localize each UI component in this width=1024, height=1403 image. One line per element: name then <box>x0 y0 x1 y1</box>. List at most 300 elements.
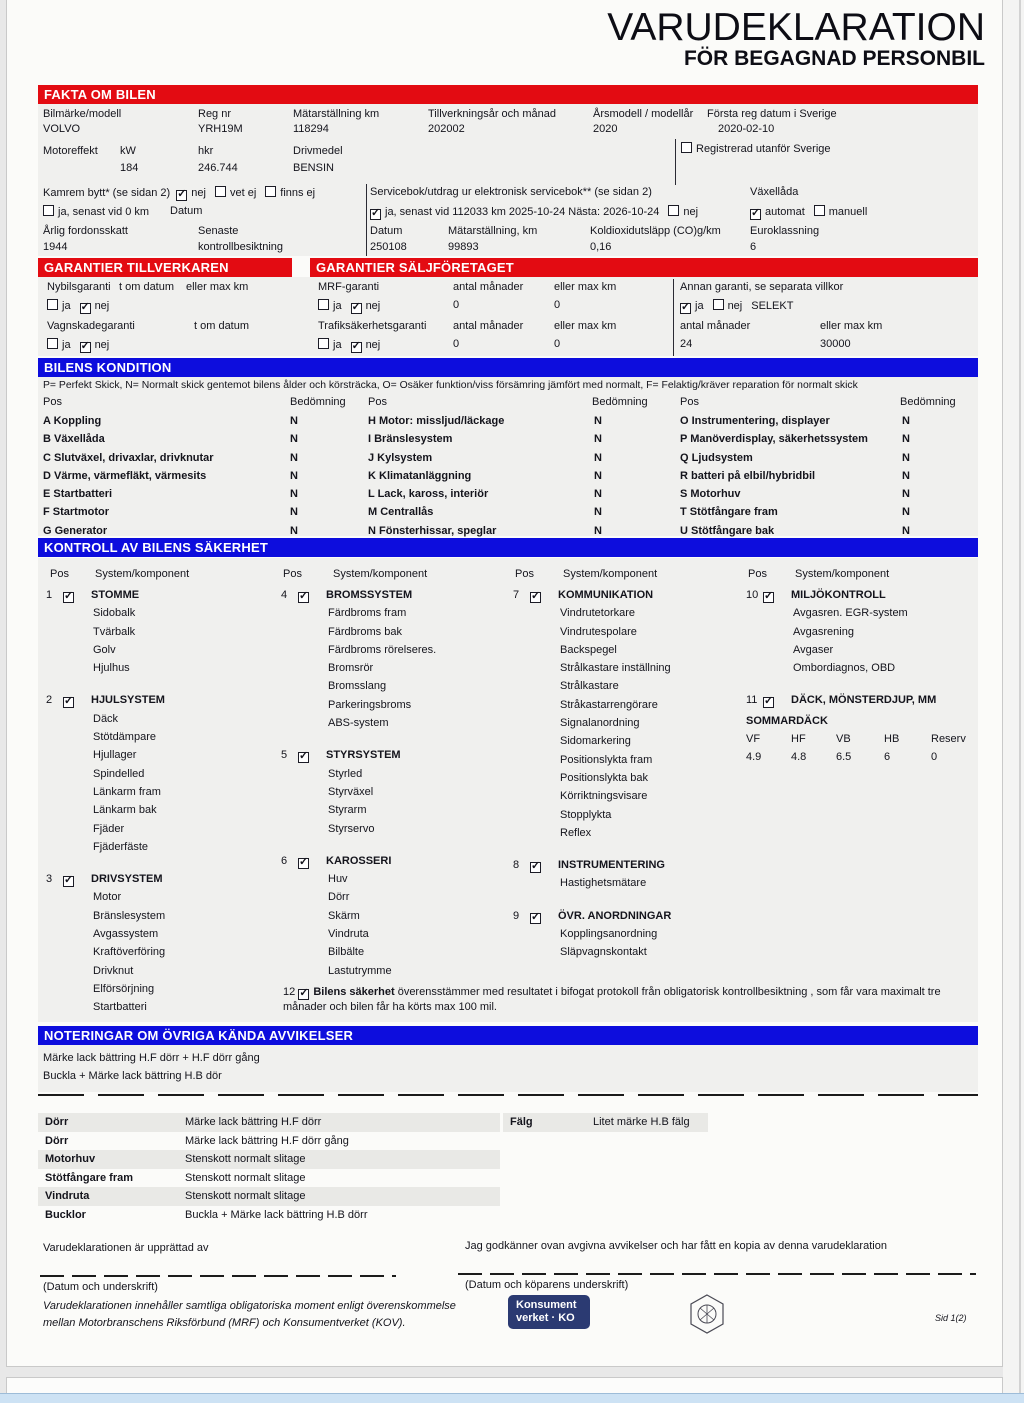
tyre-depth-value: 6 <box>884 751 891 764</box>
tyre-pos-header: VB <box>836 733 851 746</box>
safety-group <box>46 586 281 677</box>
checkbox-checked[interactable]: ✓ <box>531 910 541 923</box>
buyer-approval-label: Jag godkänner ovan avgivna avvikelser och har fått en kopia av denna varudeklaration <box>465 1240 887 1252</box>
defect-description: Stenskott normalt slitage <box>185 1171 306 1184</box>
co2-value: 0,16 <box>590 241 612 253</box>
safety-group-number: 12 <box>283 986 296 998</box>
safety-group <box>46 870 281 1016</box>
column-header: Bedömning <box>592 396 648 408</box>
field-label: t om datum <box>194 320 250 332</box>
checkbox-unchecked[interactable] <box>47 299 58 310</box>
safety-group-title: KOMMUNIKATION <box>558 589 654 601</box>
condition-label: S Motorhuv <box>680 488 741 501</box>
buyer-signature-line[interactable] <box>458 1273 976 1275</box>
tyre-type-label: SOMMARDÄCK <box>746 714 828 727</box>
separator-dashed-line <box>38 1094 978 1096</box>
section-header-noteringar: NOTERINGAR OM ÖVRIGA KÄNDA AVVIKELSER <box>38 1026 978 1045</box>
document-title: VARUDEKLARATION <box>607 6 985 49</box>
column-header: System/komponent <box>563 568 658 580</box>
safety-item: Golv <box>93 643 116 656</box>
checkbox-label: ja <box>62 339 71 351</box>
modelyear-value: 2020 <box>593 123 618 135</box>
mrf-months-value: 0 <box>453 299 460 311</box>
safety-item: ABS-system <box>328 717 389 730</box>
field-label: Mätarställning km <box>293 108 380 120</box>
condition-grade: N <box>902 415 910 427</box>
traffic-months-value: 0 <box>453 338 460 350</box>
safety-item: Spindelled <box>93 767 145 780</box>
column-header: System/komponent <box>95 568 190 580</box>
column-header: System/komponent <box>333 568 428 580</box>
condition-grade: N <box>594 524 602 537</box>
euro-class-value: 6 <box>750 241 757 253</box>
safety-item: Styrarm <box>328 804 367 817</box>
condition-label: A Koppling <box>43 415 102 427</box>
condition-grade: N <box>290 524 298 537</box>
safety-item: Vindrutespolare <box>560 625 637 638</box>
tax-value: 1944 <box>43 241 68 253</box>
checkbox-checked[interactable]: ✓ <box>531 860 541 873</box>
checkbox-label: ja <box>333 300 342 312</box>
field-label: Koldioxidutsläpp (CO)g/km <box>590 225 721 237</box>
safety-item: Styrled <box>328 767 363 780</box>
field-label: Vagnskadegaranti <box>47 320 135 332</box>
safety-item: Reflex <box>560 826 592 839</box>
column-header: Pos <box>515 568 534 580</box>
safety-item: Motor <box>93 891 122 904</box>
checkbox-unchecked[interactable] <box>47 338 58 349</box>
condition-label: G Generator <box>43 524 108 537</box>
signature-caption: (Datum och köparens underskrift) <box>465 1279 629 1291</box>
safety-group-title: STYRSYSTEM <box>326 749 401 762</box>
mrf-warranty-options <box>318 299 389 314</box>
traffic-maxkm-value: 0 <box>554 338 561 350</box>
tyre-pos-header: Reserv <box>931 733 966 746</box>
safety-group-title: HJULSYSTEM <box>91 694 165 707</box>
checkbox-label: ja <box>695 300 704 312</box>
kw-value: 184 <box>120 162 139 174</box>
deviation-notes <box>43 1049 260 1086</box>
checkbox-unchecked[interactable] <box>215 186 226 197</box>
safety-item: Fjäder <box>93 822 125 835</box>
condition-row <box>43 449 363 467</box>
safety-group <box>513 907 748 962</box>
firstreg-value: 2020-02-10 <box>718 123 775 135</box>
condition-row <box>680 412 975 430</box>
field-label: antal månader <box>680 320 751 332</box>
condition-row <box>680 449 975 467</box>
safety-group <box>281 746 516 837</box>
checkbox-checked[interactable]: ✓ <box>764 695 774 708</box>
column-header: System/komponent <box>795 568 890 580</box>
other-warranty-options <box>680 299 802 314</box>
field-label: Mätarställning, km <box>448 225 538 237</box>
safety-group-number: 5 <box>281 749 288 762</box>
checkbox-label: nej <box>94 339 110 351</box>
field-label: Första reg datum i Sverige <box>707 108 837 120</box>
defect-area: Dörr <box>45 1134 69 1147</box>
table-row <box>38 1206 500 1225</box>
defect-area: Fälg <box>510 1116 533 1128</box>
field-label: Euroklassning <box>750 225 820 237</box>
checkbox-checked[interactable]: ✓ <box>681 301 691 313</box>
defect-description: Märke lack bättring H.F dörr <box>185 1116 322 1128</box>
safety-item: Dörr <box>328 891 350 904</box>
safety-item: Körriktningsvisare <box>560 790 648 803</box>
safety-group-title: KAROSSERI <box>326 854 392 867</box>
safety-item: Länkarm bak <box>93 804 157 817</box>
seller-signature-line[interactable] <box>40 1275 396 1277</box>
condition-grade: N <box>594 451 602 464</box>
table-row <box>38 1169 500 1188</box>
table-row <box>38 1187 500 1206</box>
defect-table-left <box>38 1113 500 1224</box>
condition-row <box>43 430 363 448</box>
condition-grade: N <box>902 506 910 519</box>
condition-label: Q Ljudsystem <box>680 451 753 464</box>
condition-grade: N <box>902 524 910 537</box>
divider <box>675 139 676 185</box>
mrf-emblem-icon <box>686 1293 728 1335</box>
condition-label: B Växellåda <box>43 433 105 446</box>
column-header: Pos <box>283 568 302 580</box>
checkbox-checked[interactable]: ✓ <box>64 695 74 708</box>
checkbox-unchecked[interactable] <box>681 142 692 153</box>
registered-abroad-option <box>681 142 840 155</box>
tyre-pos-header: HB <box>884 733 900 746</box>
condition-row <box>368 449 668 467</box>
divider <box>366 184 367 256</box>
condition-row <box>368 430 668 448</box>
condition-grade: N <box>902 433 910 446</box>
field-label: eller max km <box>554 320 617 332</box>
mrf-maxkm-value: 0 <box>554 299 561 311</box>
checkbox-label: ja, senast vid 0 km <box>58 206 150 218</box>
inspection-date-value: 250108 <box>370 241 407 253</box>
table-row <box>38 1113 500 1132</box>
column-header: Bedömning <box>900 396 956 408</box>
checkbox-checked[interactable]: ✓ <box>371 207 381 219</box>
condition-label: E Startbatteri <box>43 488 113 501</box>
defect-area: Vindruta <box>45 1190 90 1202</box>
field-label: MRF-garanti <box>318 281 380 293</box>
checkbox-label: nej <box>365 339 381 351</box>
checkbox-checked[interactable]: ✓ <box>351 340 361 352</box>
safety-item: Vindrutetorkare <box>560 607 636 620</box>
condition-row <box>368 467 668 485</box>
odometer-value: 118294 <box>293 123 329 135</box>
safety-group-number: 7 <box>513 589 520 601</box>
safety-item: Stopplykta <box>560 808 612 821</box>
safety-item: Elförsörjning <box>93 982 155 995</box>
safety-item: Avgasrening <box>793 625 854 638</box>
checkbox-checked[interactable]: ✓ <box>64 590 74 602</box>
safety-item: Avgasren. EGR-system <box>793 607 908 620</box>
checkbox-checked[interactable]: ✓ <box>299 987 309 999</box>
checkbox-checked[interactable]: ✓ <box>299 750 309 763</box>
checkbox-label: ja <box>62 300 71 312</box>
condition-column-1 <box>43 412 363 540</box>
condition-label: L Lack, kaross, interiör <box>368 488 489 501</box>
checkbox-checked[interactable]: ✓ <box>299 590 309 602</box>
condition-grade: N <box>290 506 298 519</box>
field-label: Bilmärke/modell <box>43 108 122 120</box>
safety-item: Positionslykta fram <box>560 753 653 766</box>
field-label: Nybilsgaranti <box>47 281 111 293</box>
condition-row <box>680 485 975 503</box>
defect-description: Buckla + Märke lack bättring H.B dörr <box>185 1208 368 1221</box>
safety-item: Stråkastarrengörare <box>560 698 658 711</box>
field-label: Drivmedel <box>293 145 343 157</box>
checkbox-unchecked[interactable] <box>814 205 825 216</box>
safety-group-title: STOMME <box>91 589 140 601</box>
section-header-garanti-saljforetaget: GARANTIER SÄLJFÖRETAGET <box>310 258 978 277</box>
fuel-value: BENSIN <box>293 162 334 174</box>
timing-belt-ja-option <box>43 205 158 218</box>
safety-item: Bromsrör <box>328 662 374 675</box>
safety-group-number: 1 <box>46 589 53 601</box>
condition-grade: N <box>290 415 298 427</box>
checkbox-unchecked[interactable] <box>318 338 329 349</box>
checkbox-checked[interactable]: ✓ <box>299 855 309 868</box>
condition-grade: N <box>594 506 602 519</box>
safety-item: Lastutrymme <box>328 964 392 977</box>
tyre-depth-value: 6.5 <box>836 751 852 764</box>
condition-grade: N <box>290 488 298 501</box>
safety-item: Hastighetsmätare <box>560 877 647 890</box>
logo-line: verket · KO <box>516 1312 575 1324</box>
checkbox-label: Registrerad utanför Sverige <box>696 143 831 155</box>
safety-item: Bilbälte <box>328 946 365 959</box>
condition-row <box>368 485 668 503</box>
checkbox-label: manuell <box>828 206 868 218</box>
inspection-odometer-value: 99893 <box>448 241 479 253</box>
document-subtitle: FÖR BEGAGNAD PERSONBIL <box>683 47 985 70</box>
logo-line: Konsument <box>516 1299 577 1311</box>
safety-item: Backspegel <box>560 643 617 656</box>
safety-item: Färdbroms bak <box>328 625 402 638</box>
condition-label: P Manöverdisplay, säkerhetssystem <box>680 433 868 446</box>
column-header: Pos <box>680 396 699 408</box>
checkbox-checked[interactable]: ✓ <box>764 590 774 602</box>
defect-area: Stötfångare fram <box>45 1171 134 1184</box>
safety-item: Strålkastare inställning <box>560 662 671 675</box>
checkbox-checked[interactable]: ✓ <box>64 874 74 887</box>
checkbox-unchecked[interactable] <box>318 299 329 310</box>
field-label: Motoreffekt <box>43 145 98 157</box>
defect-area: Dörr <box>45 1116 69 1128</box>
safety-item: Signalanordning <box>560 717 640 730</box>
condition-label: F Startmotor <box>43 506 109 519</box>
checkbox-label: finns ej <box>280 187 316 199</box>
safety-item: Länkarm fram <box>93 785 161 798</box>
condition-row <box>43 412 363 430</box>
section-header-kondition: BILENS KONDITION <box>38 358 978 377</box>
column-header: Pos <box>50 568 69 580</box>
safety-group <box>513 856 748 893</box>
checkbox-unchecked[interactable] <box>668 205 679 216</box>
signature-caption: (Datum och underskrift) <box>43 1281 158 1293</box>
agreement-note-line1: Varudeklarationen innehåller samtliga obligatoriska moment enligt överenskommelse <box>43 1300 456 1312</box>
checkbox-unchecked[interactable] <box>43 205 54 216</box>
traffic-safety-warranty-options <box>318 338 389 353</box>
safety-item-12 <box>283 985 983 1015</box>
field-label: eller max km <box>554 281 617 293</box>
konsumentverket-logo <box>508 1295 590 1329</box>
brand-value: VOLVO <box>43 123 81 135</box>
checkbox-checked[interactable]: ✓ <box>80 301 90 313</box>
safety-group-number: 8 <box>513 859 520 872</box>
safety-column-1 <box>46 586 281 1031</box>
safety-item: Parkeringsbroms <box>328 698 412 711</box>
condition-column-3 <box>680 412 975 540</box>
field-label: kW <box>120 145 136 157</box>
regnr-value: YRH19M <box>198 123 243 135</box>
condition-label: T Stötfångare fram <box>680 506 778 519</box>
safety-item: Avgaser <box>793 643 834 656</box>
condition-row <box>680 430 975 448</box>
field-label: Servicebok/utdrag ur elektronisk servicebok** (se sidan 2) <box>370 186 652 198</box>
condition-grade: N <box>290 433 298 446</box>
table-row <box>503 1113 708 1132</box>
checkbox-label: nej <box>191 187 206 199</box>
safety-item: Ombordiagnos, OBD <box>793 662 896 675</box>
safety-item: Skärm <box>328 909 360 922</box>
hkr-value: 246.744 <box>198 162 238 174</box>
timing-belt-options <box>176 187 324 199</box>
checkbox-unchecked[interactable] <box>265 186 276 197</box>
body-damage-warranty-options <box>47 338 118 353</box>
safety-group-number: 11 <box>746 694 758 707</box>
agreement-note-line2: mellan Motorbranschens Riksförbund (MRF) och Konsumentverket (KOV). <box>43 1317 406 1329</box>
condition-grade: N <box>902 488 910 501</box>
other-months-value: 24 <box>680 338 693 350</box>
checkbox-label: ja <box>333 339 342 351</box>
section-header-garanti-tillverkaren: GARANTIER TILLVERKAREN <box>38 258 292 277</box>
condition-column-2 <box>368 412 668 540</box>
condition-label: H Motor: missljud/läckage <box>368 415 505 427</box>
condition-row <box>43 503 363 521</box>
safety-group-number: 9 <box>513 909 520 922</box>
field-label: Årlig fordonsskatt <box>43 225 128 237</box>
safety-column-4 <box>746 586 981 781</box>
defect-description: Stenskott normalt slitage <box>185 1190 306 1202</box>
condition-grade: N <box>902 469 910 482</box>
divider <box>673 279 674 356</box>
defect-description: Stenskott normalt slitage <box>185 1153 306 1165</box>
tyre-depth-value: 4.9 <box>746 751 762 764</box>
safety-item: Sidobalk <box>93 607 136 620</box>
note-line: Märke lack bättring H.F dörr + H.F dörr gång <box>43 1052 260 1064</box>
safety-group-title: DÄCK, MÖNSTERDJUP, MM <box>791 694 937 707</box>
safety-item: Bromsslang <box>328 680 387 693</box>
safety-item: Strålkastare <box>560 680 619 693</box>
condition-row <box>43 485 363 503</box>
safety-item: Stötdämpare <box>93 731 156 744</box>
condition-label: R batteri på elbil/hybridbil <box>680 469 816 482</box>
checkbox-label: SELEKT <box>751 300 794 312</box>
field-label: t om datum <box>119 281 175 293</box>
safety-group <box>746 691 981 766</box>
page-number: Sid 1(2) <box>935 1313 967 1323</box>
safety-item: Drivknut <box>93 964 134 977</box>
condition-grade: N <box>290 469 298 482</box>
tyre-depth-value: 4.8 <box>791 751 807 764</box>
field-label: eller max km <box>186 281 249 293</box>
safety-item: Däck <box>93 712 119 725</box>
gearbox-options <box>750 205 876 220</box>
checkbox-checked[interactable]: ✓ <box>177 188 187 200</box>
safety-item: Fjäderfäste <box>93 840 149 853</box>
safety-item: Styrväxel <box>328 785 374 798</box>
checkbox-checked[interactable]: ✓ <box>751 207 761 219</box>
section-header-sakerhet: KONTROLL AV BILENS SÄKERHET <box>38 538 978 557</box>
safety-group <box>46 691 281 856</box>
condition-row <box>680 503 975 521</box>
condition-label: J Kylsystem <box>368 451 433 464</box>
prepared-by-label: Varudeklarationen är upprättad av <box>43 1242 209 1254</box>
table-row <box>38 1150 500 1169</box>
field-label: Datum <box>170 205 203 217</box>
grading-legend: P= Perfekt Skick, N= Normalt skick gentemot bilens ålder och körsträcka, O= Osäker funktion/viss försämring jämfört med normalt, F= Felaktig/kräver reparation för normalt skick <box>43 380 858 391</box>
safety-item: Färdbroms rörelseres. <box>328 643 437 656</box>
safety-item: Avgassystem <box>93 928 159 941</box>
table-row <box>38 1132 500 1151</box>
defect-area: Bucklor <box>45 1208 86 1221</box>
safety-column-2 <box>281 586 516 994</box>
column-header: Pos <box>748 568 767 580</box>
checkbox-checked[interactable]: ✓ <box>351 301 361 313</box>
safety-group-number: 4 <box>281 589 288 601</box>
safety-group-title: DRIVSYSTEM <box>91 873 163 886</box>
column-header: Bedömning <box>290 396 346 408</box>
condition-label: U Stötfångare bak <box>680 524 775 537</box>
safety-group <box>281 852 516 980</box>
safety-group-title: INSTRUMENTERING <box>558 859 665 872</box>
checkbox-checked[interactable]: ✓ <box>80 340 90 352</box>
field-label: kontrollbesiktning <box>198 241 283 253</box>
field-label: Årsmodell / modellår <box>593 108 694 120</box>
safety-group-number: 2 <box>46 694 53 707</box>
safety-item: Hjullager <box>93 749 137 762</box>
condition-grade: N <box>594 433 602 446</box>
condition-label: M Centrallås <box>368 506 434 519</box>
checkbox-label: vet ej <box>229 187 257 199</box>
checkbox-checked[interactable]: ✓ <box>531 590 541 602</box>
checkbox-label: nej <box>365 300 381 312</box>
new-car-warranty-options <box>47 299 118 314</box>
condition-label: I Bränslesystem <box>368 433 453 446</box>
field-label: Växellåda <box>750 186 799 198</box>
safety-group-number: 3 <box>46 873 53 886</box>
safety-group <box>746 586 981 677</box>
document-page-2-top <box>6 1377 1003 1394</box>
note-line: Buckla + Märke lack bättring H.B dör <box>43 1070 222 1083</box>
item12-bold: Bilens säkerhet <box>313 986 395 998</box>
manufacture-value: 202002 <box>428 123 465 135</box>
condition-label: C Slutväxel, drivaxlar, drivknutar <box>43 451 214 464</box>
field-label: Senaste <box>198 225 239 237</box>
condition-label: N Fönsterhissar, speglar <box>368 524 497 537</box>
servicebook-options <box>370 205 707 220</box>
field-label: hkr <box>198 145 214 157</box>
safety-item: Kraftöverföring <box>93 946 166 959</box>
defect-table-right <box>503 1113 708 1132</box>
section-header-fakta: FAKTA OM BILEN <box>38 85 978 104</box>
checkbox-label: nej <box>94 300 110 312</box>
checkbox-unchecked[interactable] <box>713 299 724 310</box>
condition-label: K Klimatanläggning <box>368 469 472 482</box>
